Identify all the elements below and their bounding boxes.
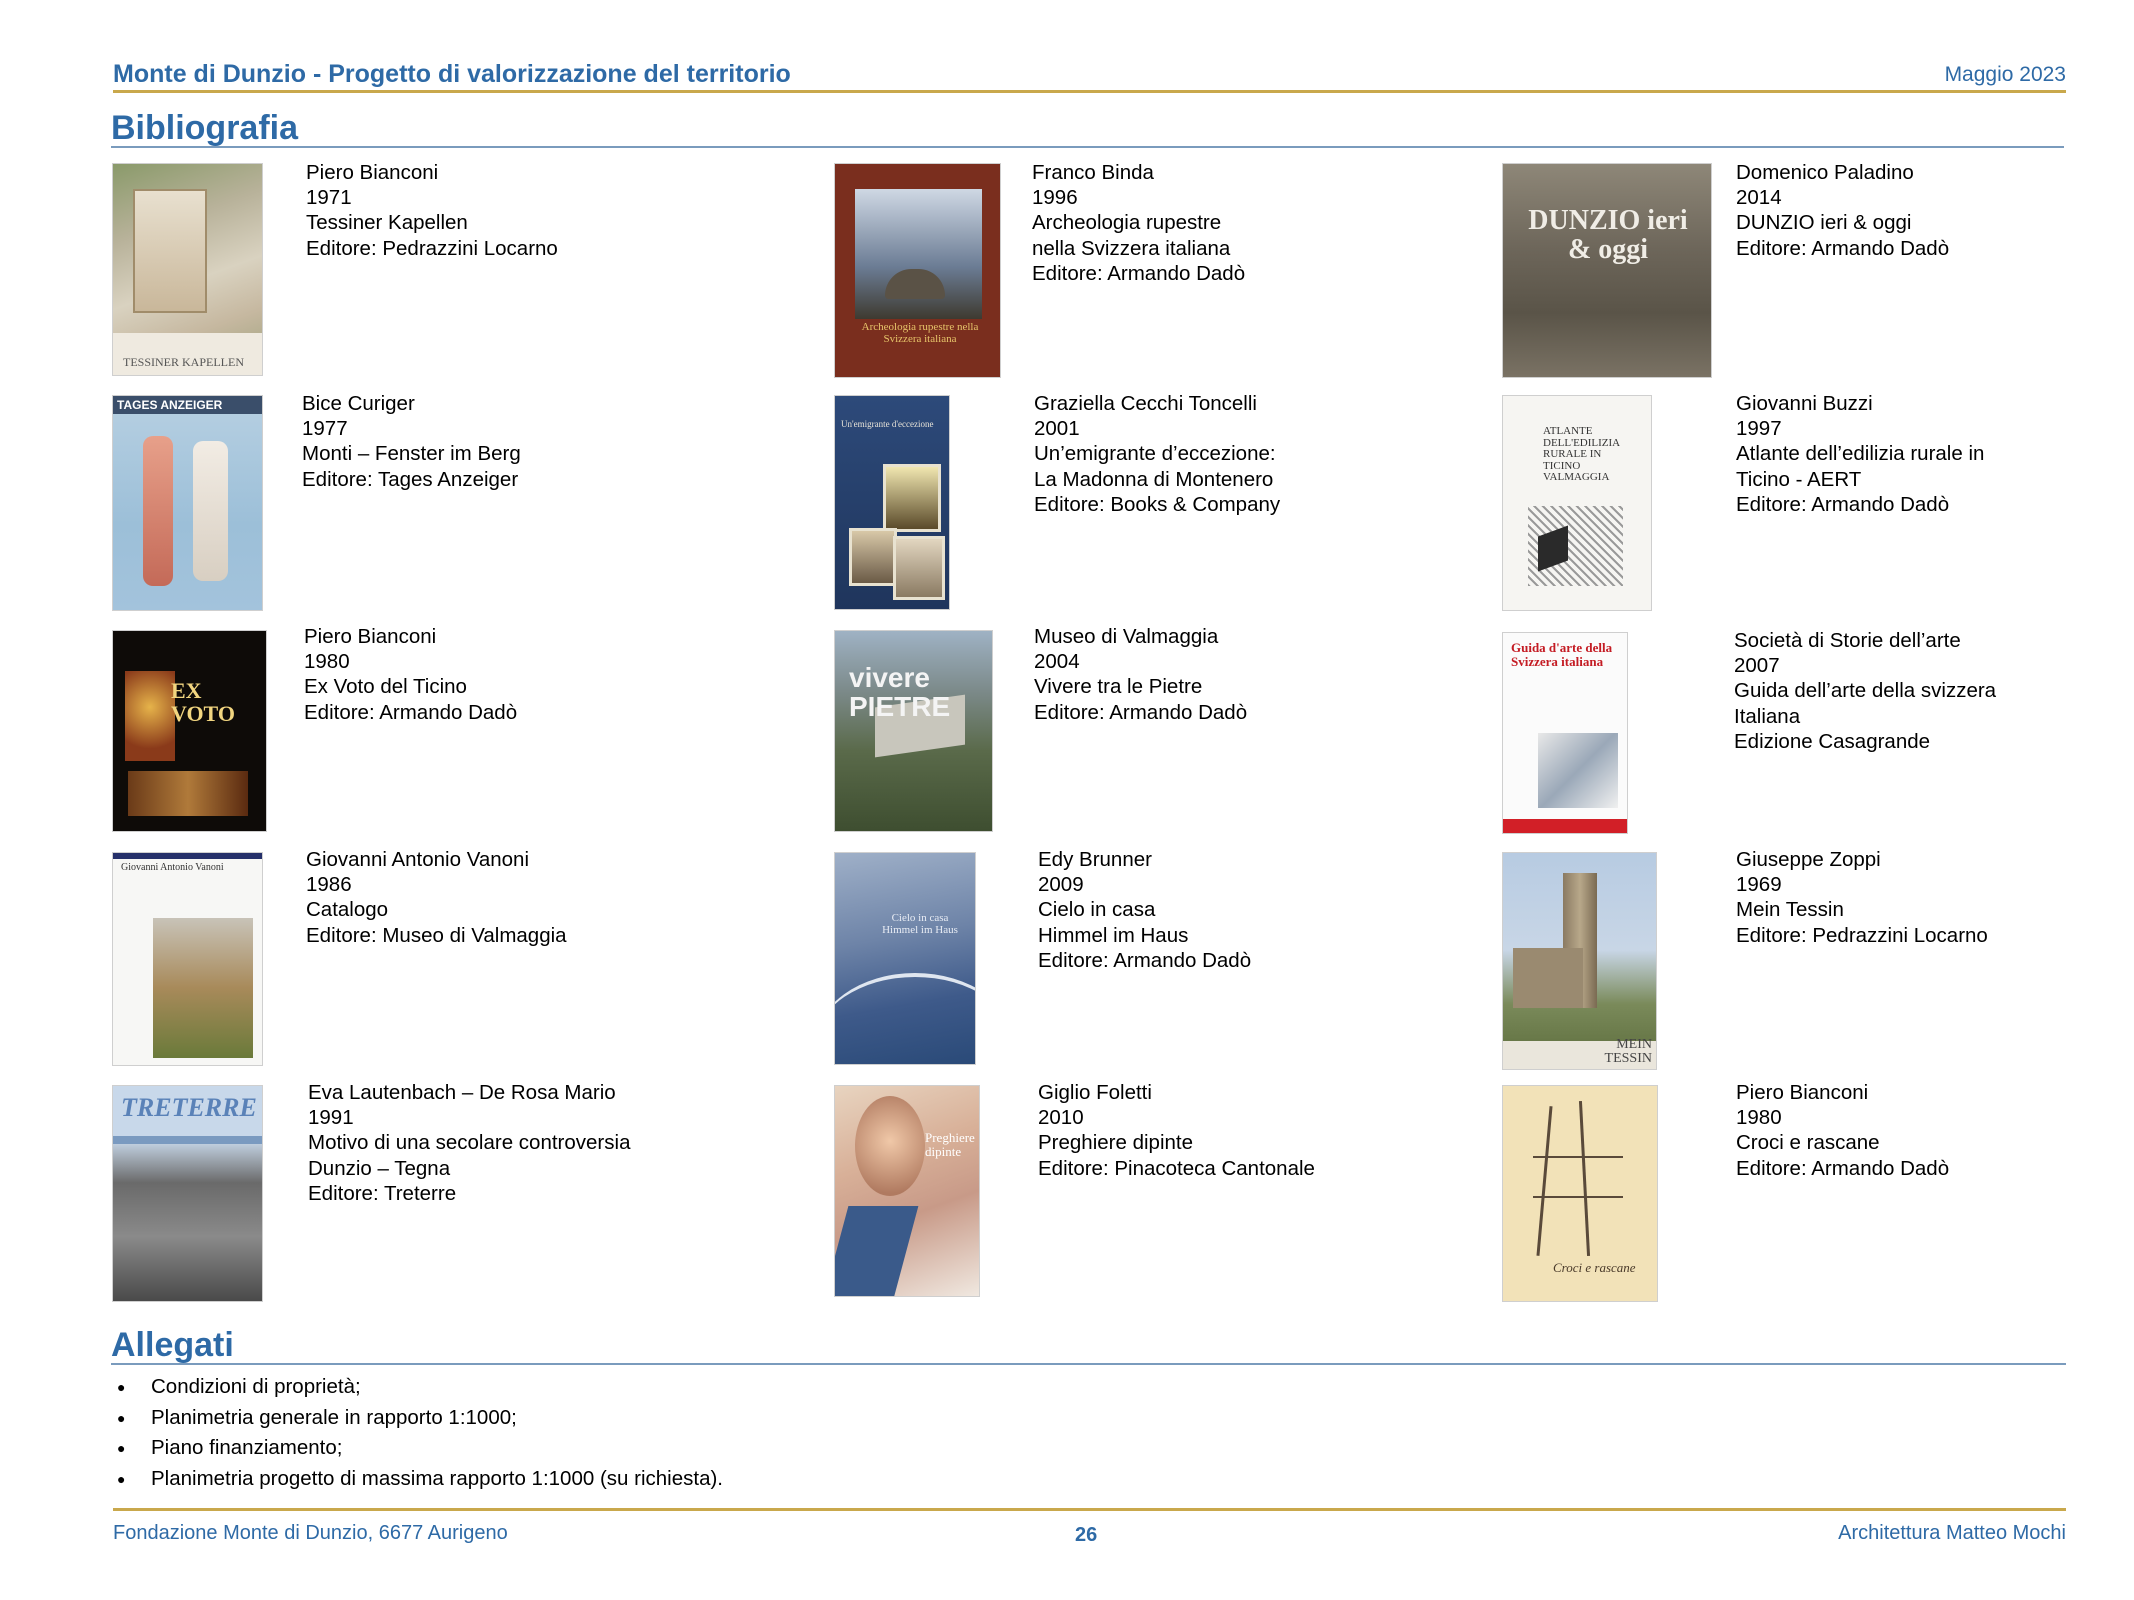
book-title: Preghiere dipinte	[1038, 1131, 1193, 1155]
book-publisher: Editore: Armando Dadò	[1032, 261, 1246, 285]
footer-author: Architettura Matteo Mochi	[1838, 1522, 2066, 1544]
book-publisher: Editore: Armando Dadò	[304, 700, 518, 724]
book-title: Cielo in casa	[1038, 898, 1156, 922]
book-publisher: Editore: Pedrazzini Locarno	[306, 236, 558, 260]
book-title-line-2: nella Svizzera italiana	[1032, 236, 1231, 260]
book-cover-text: TAGES ANZEIGER	[117, 398, 223, 412]
book-info	[306, 160, 558, 261]
book-year: 1991	[308, 1106, 354, 1130]
book-year: 2014	[1736, 186, 1782, 210]
book-title-line-2: Dunzio – Tegna	[308, 1156, 451, 1180]
book-year: 2001	[1034, 417, 1080, 441]
book-year: 2009	[1038, 873, 1084, 897]
book-info	[1736, 160, 1949, 261]
book-publisher: Editore: Museo di Valmaggia	[306, 923, 567, 947]
book-cover-text: ATLANTE DELL'EDILIZIA RURALE IN TICINO VALMAGGIA	[1543, 425, 1620, 484]
list-item: ● Planimetria progetto di massima rapporto 1:1000 (su richiesta).	[113, 1464, 723, 1495]
book-cover-text: MEIN TESSIN	[1604, 1036, 1652, 1067]
footer-divider	[113, 1508, 2066, 1511]
book-info	[302, 391, 521, 492]
book-cover-image	[1502, 395, 1652, 611]
attachments-heading: Allegati	[111, 1326, 234, 1364]
book-info	[1038, 1080, 1315, 1181]
book-title: Archeologia rupestre	[1032, 211, 1222, 235]
book-publisher: Editore: Pinacoteca Cantonale	[1038, 1156, 1315, 1180]
book-year: 2010	[1038, 1106, 1084, 1130]
book-cover-image	[834, 395, 950, 610]
book-author: Piero Bianconi	[306, 161, 439, 184]
book-publisher: Editore: Armando Dadò	[1736, 1156, 1950, 1180]
book-info	[1038, 847, 1251, 973]
book-author: Domenico Paladino	[1736, 161, 1914, 184]
book-publisher: Editore: Pedrazzini Locarno	[1736, 923, 1988, 947]
book-author: Società di Storie dell’arte	[1734, 629, 1961, 652]
book-cover-image	[1502, 852, 1657, 1070]
attachments-list	[113, 1372, 723, 1494]
book-title: Vivere tra le Pietre	[1034, 675, 1203, 699]
book-cover-image	[834, 630, 993, 832]
book-cover-image	[112, 163, 263, 376]
book-year: 1980	[304, 650, 350, 674]
book-cover-image	[1502, 632, 1628, 834]
book-info	[1736, 391, 1984, 517]
book-title: Monti – Fenster im Berg	[302, 442, 521, 466]
book-publisher: Edizione Casagrande	[1734, 729, 1931, 753]
book-cover-image	[834, 852, 976, 1065]
book-author: Graziella Cecchi Toncelli	[1034, 392, 1257, 415]
book-publisher: Editore: Books & Company	[1034, 492, 1281, 516]
book-cover-text: Un'emigrante d'eccezione	[841, 419, 934, 429]
book-title-line-2: Italiana	[1734, 704, 1801, 728]
book-cover-text: EX VOTO	[171, 678, 235, 727]
book-cover-text: Croci e rascane	[1553, 1260, 1636, 1275]
book-title: Mein Tessin	[1736, 898, 1844, 922]
book-publisher: Editore: Armando Dadò	[1736, 236, 1950, 260]
book-year: 1971	[306, 186, 352, 210]
book-cover-image	[834, 1085, 980, 1297]
book-info	[308, 1080, 630, 1206]
book-author: Edy Brunner	[1038, 848, 1152, 871]
page-number: 26	[1075, 1524, 1098, 1546]
book-author: Franco Binda	[1032, 161, 1154, 184]
book-publisher: Editore: Armando Dadò	[1038, 948, 1252, 972]
book-cover-text: Archeologia rupestre nella Svizzera italiana	[861, 321, 979, 345]
book-year: 1969	[1736, 873, 1782, 897]
book-cover-image	[112, 1085, 263, 1302]
bibliography-heading: Bibliografia	[111, 109, 299, 147]
book-cover-text: TRETERRE	[121, 1093, 257, 1122]
book-cover-image	[112, 395, 263, 611]
book-year: 1996	[1032, 186, 1078, 210]
book-title: Motivo di una secolare controversia	[308, 1131, 631, 1155]
book-info	[1736, 847, 1988, 948]
book-title: Tessiner Kapellen	[306, 211, 468, 235]
book-year: 1997	[1736, 417, 1782, 441]
book-author: Piero Bianconi	[1736, 1081, 1869, 1104]
book-cover-image	[112, 630, 267, 832]
book-publisher: Editore: Armando Dadò	[1034, 700, 1248, 724]
book-title: Croci e rascane	[1736, 1131, 1880, 1155]
book-author: Museo di Valmaggia	[1034, 625, 1219, 648]
book-publisher: Editore: Tages Anzeiger	[302, 467, 519, 491]
book-year: 1980	[1736, 1106, 1782, 1130]
book-year: 2007	[1734, 654, 1780, 678]
attachments-divider	[111, 1363, 2066, 1365]
book-cover-text: Preghiere dipinte	[925, 1130, 975, 1159]
document-date: Maggio 2023	[1944, 63, 2066, 86]
header-divider	[113, 90, 2066, 93]
bibliography-divider	[111, 146, 2064, 148]
book-info	[1032, 160, 1245, 286]
book-title: DUNZIO ieri & oggi	[1736, 211, 1912, 235]
book-year: 1977	[302, 417, 348, 441]
book-info	[304, 624, 517, 725]
book-cover-image	[1502, 163, 1712, 378]
book-publisher: Editore: Armando Dadò	[1736, 492, 1950, 516]
book-title-line-2: Himmel im Haus	[1038, 923, 1189, 947]
book-author: Piero Bianconi	[304, 625, 437, 648]
document-title: Monte di Dunzio - Progetto di valorizzazione del territorio	[113, 60, 791, 88]
book-cover-image	[1502, 1085, 1658, 1302]
book-author: Giovanni Antonio Vanoni	[306, 848, 530, 871]
book-title: Guida dell’arte della svizzera	[1734, 679, 1997, 703]
book-author: Giovanni Buzzi	[1736, 392, 1873, 415]
book-info	[1034, 391, 1280, 517]
list-item: ● Piano finanziamento;	[113, 1433, 723, 1464]
book-title: Ex Voto del Ticino	[304, 675, 467, 699]
book-year: 1986	[306, 873, 352, 897]
book-author: Giuseppe Zoppi	[1736, 848, 1881, 871]
book-cover-text: Guida d'arte della Svizzera italiana	[1511, 640, 1613, 669]
book-info	[1034, 624, 1247, 725]
book-cover-text: Giovanni Antonio Vanoni	[121, 862, 224, 873]
book-cover-image	[834, 163, 1001, 378]
book-title: Atlante dell’edilizia rurale in	[1736, 442, 1985, 466]
book-title-line-2: Ticino - AERT	[1736, 467, 1862, 491]
book-author: Bice Curiger	[302, 392, 415, 415]
book-author: Giglio Foletti	[1038, 1081, 1152, 1104]
book-cover-image	[112, 852, 263, 1066]
book-cover-text: DUNZIO ieri & oggi	[1528, 205, 1688, 266]
book-info	[306, 847, 567, 948]
book-cover-text: vivere PIETRE	[849, 662, 951, 723]
book-publisher: Editore: Treterre	[308, 1181, 457, 1205]
book-cover-text: Cielo in casa Himmel im Haus	[882, 912, 958, 936]
book-title: Un’emigrante d’eccezione:	[1034, 442, 1276, 466]
book-title-line-2: La Madonna di Montenero	[1034, 467, 1274, 491]
book-info	[1736, 1080, 1949, 1181]
book-author: Eva Lautenbach – De Rosa Mario	[308, 1081, 616, 1104]
book-info	[1734, 628, 1996, 754]
list-item: ● Condizioni di proprietà;	[113, 1372, 723, 1403]
book-title: Catalogo	[306, 898, 389, 922]
book-cover-text: TESSINER KAPELLEN	[123, 355, 244, 370]
book-year: 2004	[1034, 650, 1080, 674]
footer-organization: Fondazione Monte di Dunzio, 6677 Aurigeno	[113, 1522, 508, 1544]
list-item: ● Planimetria generale in rapporto 1:1000;	[113, 1403, 723, 1434]
